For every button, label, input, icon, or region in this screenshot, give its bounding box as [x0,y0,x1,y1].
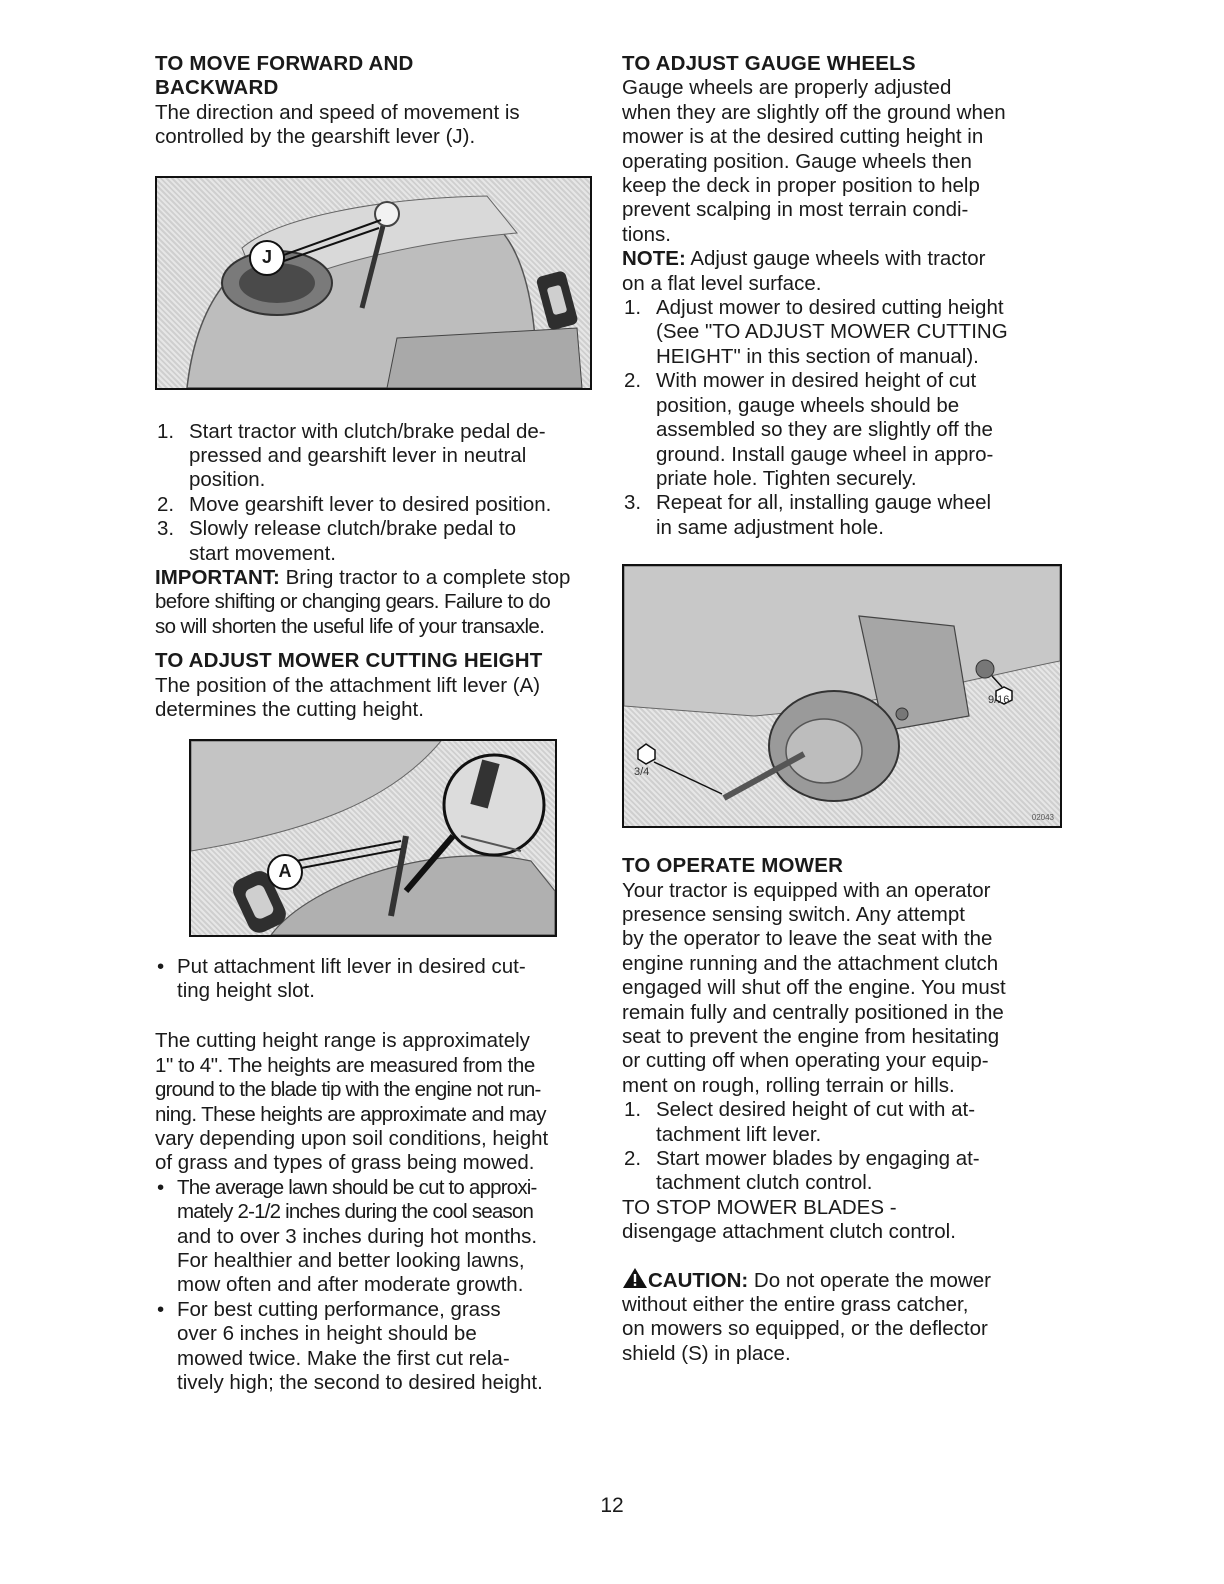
important-label: IMPORTANT: [155,566,280,590]
bullet-line: mow often and after moderate growth. [177,1273,524,1297]
range-line: ning. These heights are approximate and may [155,1102,546,1126]
gauge-step-3 [622,491,1062,540]
step-number: 1. [157,419,175,443]
range-line: 1" to 4". The heights are measured from the [155,1053,535,1077]
operate-line: remain fully and centrally positioned in the [622,1000,1004,1024]
tip-bullet-1 [155,1176,593,1298]
step-line: Slowly release clutch/brake pedal to [189,517,517,541]
right-column [622,52,1062,1366]
stop-line: TO STOP MOWER BLADES - [622,1195,897,1219]
tip-bullet-2 [155,1298,593,1396]
caution-paragraph [622,1267,1062,1367]
step-line: position. [189,468,266,492]
wrench-size-34: 3/4 [634,766,650,779]
bullet-line: over 6 inches in height should be [177,1322,477,1346]
operate-line: by the operator to leave the seat with the [622,927,993,951]
operate-heading: TO OPERATE MOWER [622,854,844,878]
gauge-intro [622,76,1062,247]
gauge-step-1 [622,296,1062,369]
move-steps [155,420,593,566]
step-number: 3. [624,491,642,515]
lift-lever-illustration [191,741,555,935]
operate-line: engine running and the attachment clutch [622,951,999,975]
gauge-intro-line: when they are slightly off the ground when [622,100,1006,124]
bullet-line: The average lawn should be cut to approxi- [177,1175,537,1199]
gauge-step-2 [622,369,1062,491]
stop-blades [622,1196,1062,1245]
step-number: 1. [624,296,642,320]
step-line: position, gauge wheels should be [656,393,960,417]
callout-a: A [267,854,303,890]
step-line: ground. Install gauge wheel in appro- [656,442,994,466]
bullet-dot: • [157,954,165,978]
step-line: Select desired height of cut with at- [656,1098,976,1122]
step-line: pressed and gearshift lever in neutral [189,444,527,468]
lift-lever-figure [189,739,557,937]
operate-line: ment on rough, rolling terrain or hills. [622,1073,955,1097]
wrench-size-916: 9/16 [988,694,1010,707]
bullet-line: Put attachment lift lever in desired cut- [177,954,526,978]
stop-line: disengage attachment clutch control. [622,1220,956,1244]
gearshift-illustration [157,178,590,388]
operate-line: engaged will shut off the engine. You must [622,976,1006,1000]
step-line: assembled so they are slightly off the [656,418,993,442]
move-intro-line: controlled by the gearshift lever (J). [155,125,476,149]
range-line: of grass and types of grass being mowed. [155,1151,535,1175]
note-line: on a flat level surface. [622,271,822,295]
step-number: 2. [624,1147,642,1170]
range-paragraph [155,1029,593,1175]
important-line: so will shorten the useful life of your transaxle. [155,614,545,638]
figure-code: 02043 [1031,813,1054,823]
step-line: Repeat for all, installing gauge wheel [656,491,992,515]
important-note [155,566,593,639]
step-number: 2. [157,492,175,516]
operate-steps [622,1098,1062,1196]
bullet-line: For healthier and better looking lawns, [177,1248,525,1272]
put-bullet [155,955,593,1004]
step-line: tachment clutch control. [656,1171,873,1195]
step-line: tachment lift lever. [656,1122,822,1146]
important-line: before shifting or changing gears. Failure to do [155,590,551,614]
step-line: HEIGHT" in this section of manual). [656,344,979,368]
caution-label: CAUTION: [648,1268,749,1292]
operate-line: or cutting off when operating your equip- [622,1049,989,1073]
bullet-line: mowed twice. Make the first cut rela- [177,1346,510,1370]
bullet-dot: • [157,1297,165,1321]
important-line: Bring tractor to a complete stop [279,566,571,590]
bullet-line: mately 2-1/2 inches during the cool season [177,1200,534,1224]
range-line: vary depending upon soil conditions, height [155,1126,549,1150]
operate-step-2 [622,1147,1062,1196]
gauge-note [622,247,1062,296]
cut-intro [155,674,593,723]
move-heading-line: BACKWARD [155,76,279,100]
range-line: ground to the blade tip with the engine not run- [155,1078,541,1102]
page-number: 12 [600,1494,624,1517]
step-line: start movement. [189,541,336,565]
step-line: in same adjustment hole. [656,515,884,539]
bullet-line: For best cutting performance, grass [177,1297,501,1321]
move-heading [155,52,593,101]
operate-line: Your tractor is equipped with an operator [622,878,991,902]
step-number: 1. [624,1098,642,1122]
bullet-line: tively high; the second to desired height. [177,1371,543,1394]
move-step-3 [155,517,593,566]
note-line: Adjust gauge wheels with tractor [685,247,986,271]
cut-intro-line: The position of the attachment lift lever (A) [155,673,541,697]
step-line: Adjust mower to desired cutting height [656,296,1004,320]
caution-line: shield (S) in place. [622,1341,791,1365]
step-line: With mower in desired height of cut [656,369,977,393]
gauge-wheel-figure [622,564,1062,828]
bullet-line: ting height slot. [177,978,315,1002]
operate-line: seat to prevent the engine from hesitating [622,1024,1000,1048]
gauge-intro-line: mower is at the desired cutting height in [622,125,984,149]
move-intro [155,101,593,150]
warning-triangle-icon [622,1267,648,1289]
move-step-2 [155,493,593,517]
operate-step-1 [622,1098,1062,1147]
caution-line: on mowers so equipped, or the deflector [622,1317,988,1341]
cut-heading: TO ADJUST MOWER CUTTING HEIGHT [155,649,543,673]
bullet-line: and to over 3 inches during hot months. [177,1224,538,1248]
left-column [155,52,593,1395]
gauge-intro-line: operating position. Gauge wheels then [622,149,972,173]
operate-paragraph [622,879,1062,1099]
range-line: The cutting height range is approximately [155,1029,530,1053]
step-line: priate hole. Tighten securely. [656,466,917,490]
bullet-dot: • [157,1175,165,1199]
step-number: 3. [157,517,175,541]
note-label: NOTE: [622,247,686,271]
caution-line: Do not operate the mower [748,1268,991,1292]
step-line: Start mower blades by engaging at- [656,1147,980,1170]
step-line: Start tractor with clutch/brake pedal de- [189,419,546,443]
gauge-intro-line: prevent scalping in most terrain condi- [622,198,969,222]
gearshift-figure [155,176,592,390]
step-number: 2. [624,369,642,393]
operate-line: presence sensing switch. Any attempt [622,902,965,926]
move-intro-line: The direction and speed of movement is [155,100,520,124]
step-line: Move gearshift lever to desired position. [189,492,552,516]
move-heading-line: TO MOVE FORWARD AND [155,52,414,75]
cut-intro-line: determines the cutting height. [155,698,424,722]
move-step-1 [155,420,593,493]
callout-j: J [249,240,285,276]
gauge-intro-line: tions. [622,222,671,246]
gauge-intro-line: keep the deck in proper position to help [622,174,980,198]
step-line: (See "TO ADJUST MOWER CUTTING [656,320,1008,344]
gauge-heading: TO ADJUST GAUGE WHEELS [622,52,916,75]
caution-line: without either the entire grass catcher, [622,1293,969,1317]
gauge-intro-line: Gauge wheels are properly adjusted [622,76,952,100]
gauge-steps [622,296,1062,540]
